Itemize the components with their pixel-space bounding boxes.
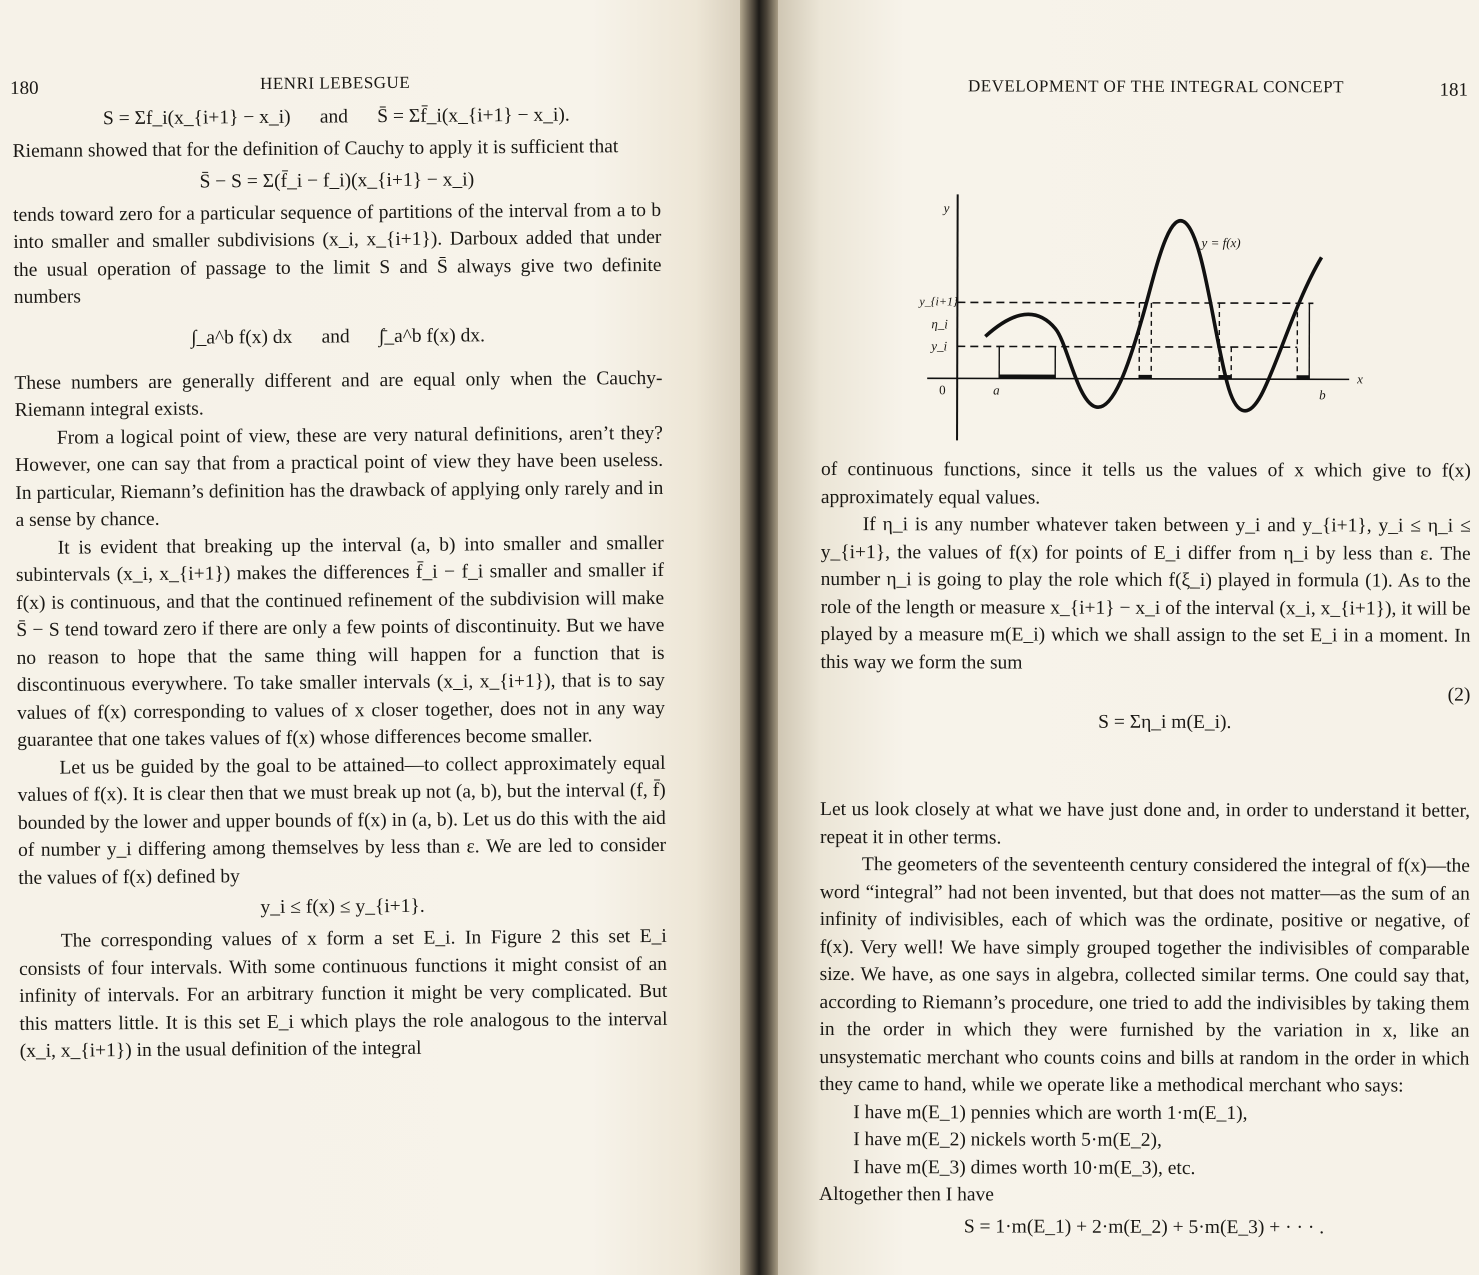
figure-2-graph (917, 150, 1398, 451)
paragraph: of continuous functions, since it tells us the values of x which give to f(x) approximately equal values. (820, 458, 1471, 509)
list-item: I have m(E_1) pennies which are worth 1·m(E_1), (853, 1101, 1248, 1124)
b-label: b (1319, 387, 1326, 403)
paragraph: Let us be guided by the goal to be attained—to collect approximately equal values of f(x). It is clear then that we must break up not (a, b), but the interval (f, f̄) bounded by the lower and upper bounds of f(x) in (a, b). Let us do this with the aid of number y_i differing among themselves by less than ε. We are led to consider the values of f(x) defined by (17, 752, 667, 889)
right-page-header (822, 72, 1472, 104)
left-page-text (12, 67, 668, 1066)
y-axis (957, 194, 958, 440)
equation-2 (820, 680, 1470, 794)
a-label: a (993, 382, 1000, 398)
origin-label: 0 (939, 382, 946, 398)
running-head: HENRI LEBESGUE (260, 72, 411, 94)
equation-total-sum: S = 1·m(E_1) + 2·m(E_2) + 5·m(E_3) + · · · . (963, 1215, 1325, 1238)
equation-2-body: S = Ση_i m(E_i). (1098, 711, 1232, 734)
curve-f-x (985, 220, 1321, 411)
curve-label: y = f(x) (1201, 234, 1241, 251)
list-item: I have m(E_3) dimes worth 10·m(E_3), etc. (853, 1156, 1196, 1179)
page-number: 180 (10, 77, 39, 100)
paragraph: These numbers are generally different and are equal only when the Cauchy-Riemann integral exists. (14, 367, 663, 421)
y-axis-label: y (943, 200, 950, 216)
page-number: 181 (1439, 79, 1468, 101)
paragraph: From a logical point of view, these are very natural definitions, aren’t they? However, one can say that from a practical point of view they have been useless. In particular, Riemann’s definition has the drawback of applying only rarely and in a sense by chance. (15, 422, 664, 531)
x-axis-label: x (1357, 371, 1363, 387)
right-page-text (819, 72, 1472, 1246)
paragraph: If η_i is any number whatever taken between y_i and y_{i+1}, y_i ≤ η_i ≤ y_{i+1}, the values of f(x) for points of E_i differ from η_i by less than ε. The number η_i is going to play the role which f(ξ_i) played in formula (1). As to the role of the length or measure x_{i+1} − x_i of the interval (x_i, x_{i+1}), it will be played by a measure m(E_i) which we shall assign to the set E_i in a moment. In this way we form the sum (820, 514, 1471, 674)
right-page (778, 0, 1479, 1275)
equation-level-set: y_i ≤ f(x) ≤ y_{i+1}. (260, 895, 425, 919)
paragraph: tends toward zero for a particular sequence of partitions of the interval from a to b into smaller and smaller subdivisions (x_i, x_{i+1}). Darboux added that under the usual operation of passage to the limit S and S̄ always give two definite numbers (13, 199, 662, 308)
list-item: I have m(E_2) nickels worth 5·m(E_2), (853, 1129, 1162, 1151)
equation-lower-upper-sums: S = Σf_i(x_{i+1} − x_i) and S̄ = Σf̄_i(x_{i+1} − x_i). (102, 104, 570, 130)
equation-number: (2) (1447, 684, 1471, 706)
paragraph: Let us look closely at what we have just done and, in order to understand it better, repeat it in other terms. (819, 798, 1471, 848)
paragraph: It is evident that breaking up the interval (a, b) into smaller and smaller subintervals (x_i, x_{i+1}) makes the differences f̄_i − f_i smaller and smaller if f(x) is continuous, and that the continued refinement of the subdivision will make S̄ − S tend toward zero if there are only a few points of discontinuity. But we have no reason to hope that the same thing will happen for a function that is discontinuous everywhere. To take smaller intervals (x_i, x_{i+1}), that is to say values of f(x) corresponding to values of x closer together, does not in any way guarantee that one takes values of f(x) whose differences become smaller. (15, 532, 666, 751)
level-label-y-i: y_i (931, 338, 948, 354)
paragraph: Altogether then I have (819, 1183, 994, 1206)
book-gutter (740, 0, 778, 1275)
equation-lower-upper-integrals: ∫_a^b f(x) dx and ∫̄_a^b f(x) dx. (191, 324, 486, 349)
equation-difference-of-sums: S̄ − S = Σ(f̄_i − f_i)(x_{i+1} − x_i) (199, 168, 475, 193)
paragraph: The geometers of the seventeenth century considered the integral of f(x)—the word “integral” had not been invented, but that does not matter—as the sum of an infinity of indivisibles, each of which was the ordinate, positive or negative, of f(x). Very well! We have simply grouped together the indivisibles of comparable size. We have, as one says in algebra, collected similar terms. One could say that, according to Riemann’s procedure, one tried to add the indivisibles by taking them in the order in which they were furnished by the variation in x, like an unsystematic merchant who counts coins and bills at random in the order in which they came to hand, while we operate like a methodical merchant who says: (819, 854, 1470, 1097)
level-line-y-i-plus-1 (957, 302, 1313, 303)
merchant-list (819, 1098, 1469, 1182)
paragraph: The corresponding values of x form a set E_i. In Figure 2 this set E_i consists of four intervals. With some continuous functions it might consist of an infinity of intervals. For an arbitrary function it might be very complicated. But this matters little. It is this set E_i which plays the role analogous to the interval (x_i, x_{i+1}) in the usual definition of the integral (18, 925, 668, 1062)
running-head: DEVELOPMENT OF THE INTEGRAL CONCEPT (967, 76, 1345, 97)
left-page-header (12, 67, 660, 102)
paragraph: Riemann showed that for the definition of Cauchy to apply it is sufficient that (12, 136, 619, 162)
level-label-y-i-plus-1: y_{i+1} (919, 294, 958, 309)
function-graph (917, 150, 1398, 451)
level-line-y-i (957, 346, 1297, 347)
level-label-eta-i: η_i (931, 316, 948, 332)
x-axis (927, 378, 1349, 379)
